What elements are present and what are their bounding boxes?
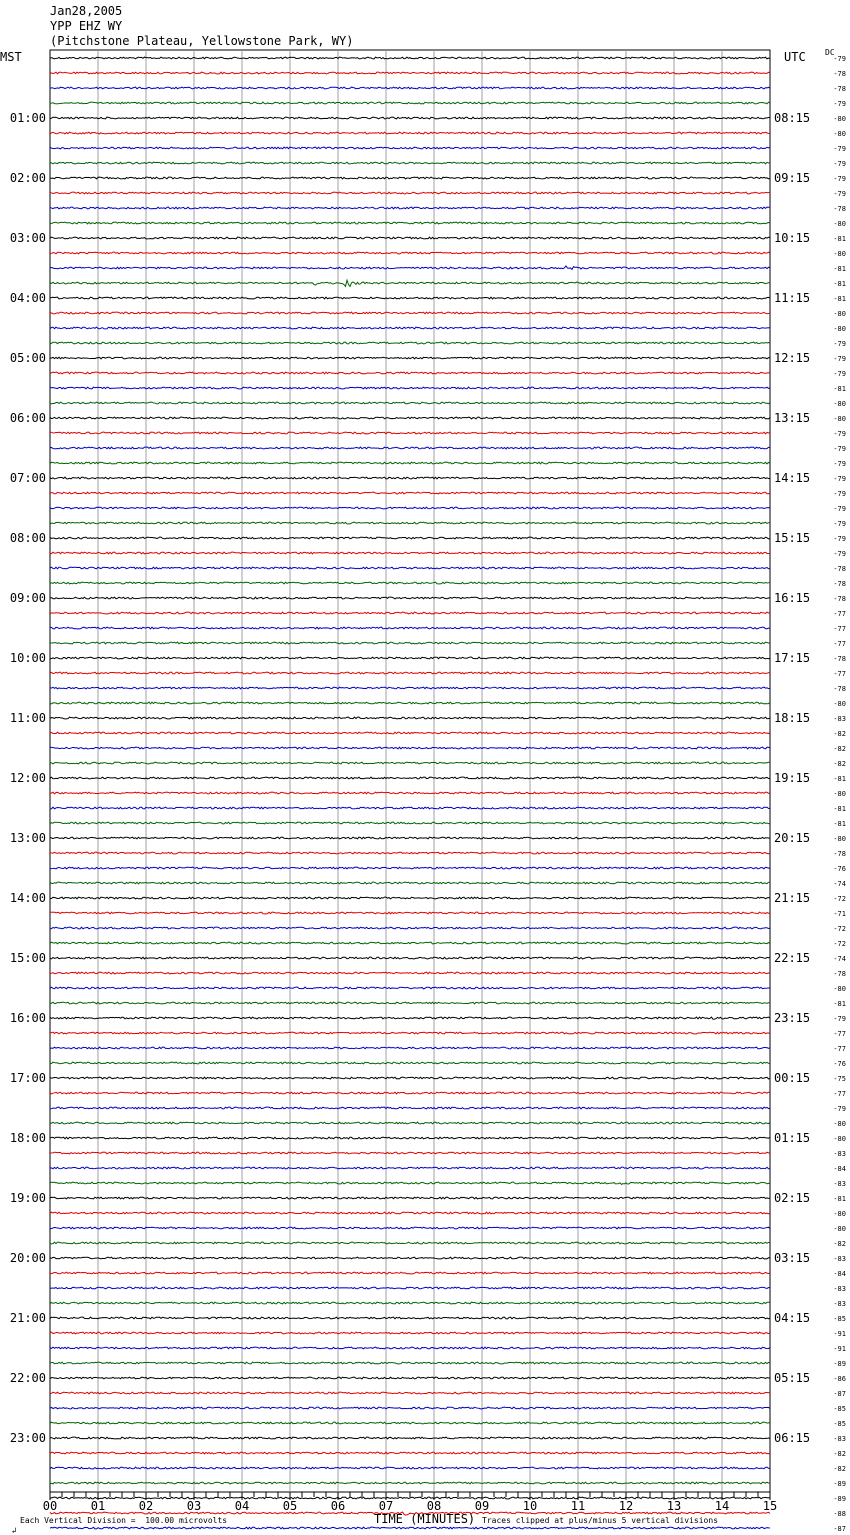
trace-line (50, 312, 770, 314)
dc-label: DC (825, 48, 835, 57)
x-tick-label: 05 (282, 1499, 298, 1513)
dc-offset-label: -79 (833, 145, 846, 153)
dc-offset-label: -77 (833, 1090, 846, 1098)
trace-line (50, 1062, 770, 1064)
dc-offset-label: -79 (833, 520, 846, 528)
dc-offset-label: -80 (833, 1120, 846, 1128)
trace-line (50, 702, 770, 704)
trace-line (50, 747, 770, 749)
dc-offset-label: -76 (833, 1060, 846, 1068)
x-tick-label: 12 (618, 1499, 634, 1513)
trace-line (50, 1032, 770, 1034)
dc-offset-label: -84 (833, 1270, 846, 1278)
trace-line (50, 1452, 770, 1454)
dc-offset-label: -75 (833, 1075, 846, 1083)
dc-offset-label: -80 (833, 700, 846, 708)
dc-offset-label: -79 (833, 460, 846, 468)
trace-line (50, 777, 770, 779)
dc-offset-label: -80 (833, 835, 846, 843)
dc-offset-label: -82 (833, 730, 846, 738)
dc-offset-label: -80 (833, 415, 846, 423)
dc-offset-label: -76 (833, 865, 846, 873)
trace-line (50, 1107, 770, 1109)
scale-note: Each Vertical Division = 100.00 microvolts (20, 1516, 228, 1525)
x-tick-label: 09 (474, 1499, 490, 1513)
x-tick-label: 00 (42, 1499, 58, 1513)
trace-line (50, 717, 770, 719)
trace-line (50, 1152, 770, 1154)
x-tick-label: 01 (90, 1499, 106, 1513)
trace-line (50, 1017, 770, 1019)
dc-offset-label: -74 (833, 880, 846, 888)
dc-offset-label: -83 (833, 1435, 846, 1443)
dc-offset-label: -86 (833, 1375, 846, 1383)
trace-line (50, 1392, 770, 1394)
dc-offset-label: -83 (833, 1255, 846, 1263)
utc-hour-label: 06:15 (774, 1431, 811, 1445)
utc-hour-label: 15:15 (774, 531, 811, 545)
mst-hour-label: 09:00 (9, 591, 46, 605)
dc-offset-label: -82 (833, 1450, 846, 1458)
trace-line (50, 627, 770, 629)
trace-line (50, 102, 770, 104)
trace-line (50, 567, 770, 569)
dc-offset-label: -72 (833, 940, 846, 948)
trace-line (50, 672, 770, 674)
dc-offset-label: -81 (833, 1000, 846, 1008)
dc-offset-label: -81 (833, 265, 846, 273)
dc-offset-label: -79 (833, 430, 846, 438)
dc-offset-label: -83 (833, 715, 846, 723)
mst-hour-label: 15:00 (9, 951, 46, 965)
utc-hour-label: 20:15 (774, 831, 811, 845)
plot-frame (50, 50, 770, 1492)
utc-hour-label: 19:15 (774, 771, 811, 785)
dc-offset-label: -80 (833, 115, 846, 123)
utc-hour-label: 04:15 (774, 1311, 811, 1325)
trace-line (50, 1437, 770, 1439)
trace-line (50, 72, 770, 74)
mst-hour-label: 23:00 (9, 1431, 46, 1445)
dc-offset-label: -85 (833, 1420, 846, 1428)
utc-hour-label: 05:15 (774, 1371, 811, 1385)
trace-line (50, 507, 770, 509)
dc-offset-label: -79 (833, 160, 846, 168)
dc-offset-label: -79 (833, 1015, 846, 1023)
x-tick-label: 11 (570, 1499, 586, 1513)
trace-line (50, 132, 770, 134)
dc-offset-label: -80 (833, 250, 846, 258)
mst-hour-label: 01:00 (9, 111, 46, 125)
x-tick-label: 14 (714, 1499, 730, 1513)
clip-note: Traces clipped at plus/minus 5 vertical divisions (482, 1516, 719, 1525)
trace-line (50, 807, 770, 809)
footer-marker (2, 1517, 16, 1535)
dc-offset-label: -81 (833, 280, 846, 288)
mst-hour-label: 06:00 (9, 411, 46, 425)
trace-line (50, 447, 770, 449)
trace-line (50, 177, 770, 179)
trace-line (50, 1347, 770, 1349)
trace-line (50, 1212, 770, 1214)
trace-line (50, 1122, 770, 1124)
dc-offset-label: -85 (833, 1405, 846, 1413)
trace-line (50, 1182, 770, 1184)
dc-offset-label: -79 (833, 445, 846, 453)
trace-line (50, 1497, 770, 1499)
dc-offset-label: -89 (833, 1360, 846, 1368)
dc-offset-label: -82 (833, 1465, 846, 1473)
trace-line (50, 1302, 770, 1304)
trace-line (50, 387, 770, 389)
utc-hour-label: 03:15 (774, 1251, 811, 1265)
dc-offset-label: -83 (833, 1300, 846, 1308)
utc-hour-label: 09:15 (774, 171, 811, 185)
trace-line (50, 822, 770, 824)
dc-offset-label: -74 (833, 955, 846, 963)
trace-line (50, 462, 770, 464)
dc-offset-label: -81 (833, 235, 846, 243)
dc-offset-label: -79 (833, 355, 846, 363)
trace-line (50, 266, 770, 269)
utc-hour-label: 13:15 (774, 411, 811, 425)
mst-hour-label: 08:00 (9, 531, 46, 545)
dc-offset-label: -78 (833, 595, 846, 603)
trace-line (50, 237, 770, 239)
utc-hour-label: 14:15 (774, 471, 811, 485)
trace-line (50, 222, 770, 224)
trace-line (50, 1242, 770, 1244)
trace-line (50, 552, 770, 554)
dc-offset-label: -77 (833, 640, 846, 648)
mst-hour-label: 05:00 (9, 351, 46, 365)
trace-line (50, 972, 770, 974)
trace-line (50, 522, 770, 524)
dc-offset-label: -80 (833, 310, 846, 318)
dc-offset-label: -82 (833, 760, 846, 768)
trace-line (50, 1407, 770, 1409)
x-tick-label: 08 (426, 1499, 442, 1513)
x-tick-label: 15 (762, 1499, 778, 1513)
utc-hour-label: 22:15 (774, 951, 811, 965)
trace-line (50, 612, 770, 614)
trace-line (50, 477, 770, 479)
dc-offset-label: -81 (833, 805, 846, 813)
trace-line (50, 1257, 770, 1259)
trace-line (50, 762, 770, 764)
dc-offset-label: -81 (833, 1195, 846, 1203)
dc-offset-label: -79 (833, 55, 846, 63)
header-date: Jan28,2005 (50, 4, 123, 18)
mst-hour-label: 14:00 (9, 891, 46, 905)
utc-hour-label: 08:15 (774, 111, 811, 125)
x-tick-label: 02 (138, 1499, 154, 1513)
x-tick-label: 06 (330, 1499, 346, 1513)
dc-offset-label: -80 (833, 130, 846, 138)
dc-offset-label: -72 (833, 895, 846, 903)
trace-line (50, 1002, 770, 1004)
dc-offset-label: -78 (833, 970, 846, 978)
dc-offset-label: -81 (833, 385, 846, 393)
trace-line (50, 1527, 770, 1529)
dc-offset-label: -85 (833, 1315, 846, 1323)
utc-hour-label: 11:15 (774, 291, 811, 305)
trace-line (50, 1482, 770, 1484)
utc-hour-label: 18:15 (774, 711, 811, 725)
mst-hour-label: 02:00 (9, 171, 46, 185)
utc-hour-label: 17:15 (774, 651, 811, 665)
x-tick-label: 13 (666, 1499, 682, 1513)
dc-offset-label: -71 (833, 910, 846, 918)
dc-offset-label: -81 (833, 820, 846, 828)
mst-hour-label: 12:00 (9, 771, 46, 785)
mst-hour-label: 21:00 (9, 1311, 46, 1325)
dc-offset-label: -79 (833, 535, 846, 543)
trace-line (50, 252, 770, 254)
trace-line (50, 342, 770, 344)
x-axis-label: TIME (MINUTES) (374, 1512, 476, 1526)
trace-line (50, 957, 770, 959)
utc-axis-title: UTC (784, 50, 806, 64)
x-tick-label: 04 (234, 1499, 250, 1513)
dc-offset-label: -89 (833, 1480, 846, 1488)
dc-offset-label: -80 (833, 220, 846, 228)
trace-line (50, 852, 770, 854)
dc-offset-label: -79 (833, 100, 846, 108)
header-station: YPP EHZ WY (50, 19, 123, 33)
trace-line (50, 1047, 770, 1049)
trace-line (50, 1317, 770, 1319)
trace-line (50, 192, 770, 194)
dc-offset-label: -78 (833, 70, 846, 78)
dc-offset-label: -79 (833, 475, 846, 483)
trace-line (50, 1287, 770, 1289)
trace-line (50, 1332, 770, 1334)
mst-hour-label: 18:00 (9, 1131, 46, 1145)
mst-axis-title: MST (0, 50, 22, 64)
trace-line (50, 1467, 770, 1469)
trace-line (50, 927, 770, 929)
trace-line (50, 297, 770, 299)
dc-offset-label: -88 (833, 1510, 846, 1518)
trace-line (50, 1422, 770, 1424)
dc-offset-label: -87 (833, 1390, 846, 1398)
dc-offset-label: -81 (833, 295, 846, 303)
mst-hour-label: 17:00 (9, 1071, 46, 1085)
trace-line (50, 357, 770, 359)
trace-line (50, 87, 770, 89)
dc-offset-label: -89 (833, 1495, 846, 1503)
trace-line (50, 1077, 770, 1079)
dc-offset-label: -83 (833, 1285, 846, 1293)
mst-hour-label: 03:00 (9, 231, 46, 245)
dc-offset-label: -79 (833, 550, 846, 558)
trace-line (50, 162, 770, 164)
trace-line (50, 327, 770, 329)
trace-line (50, 417, 770, 419)
dc-offset-label: -79 (833, 505, 846, 513)
trace-line (50, 1362, 770, 1364)
dc-offset-label: -79 (833, 370, 846, 378)
dc-offset-label: -80 (833, 1210, 846, 1218)
trace-line (50, 882, 770, 884)
mst-hour-label: 11:00 (9, 711, 46, 725)
trace-line (50, 942, 770, 944)
dc-offset-label: -78 (833, 685, 846, 693)
dc-offset-label: -77 (833, 1030, 846, 1038)
mst-hour-label: 19:00 (9, 1191, 46, 1205)
dc-offset-label: -82 (833, 1240, 846, 1248)
dc-offset-label: -79 (833, 175, 846, 183)
dc-offset-label: -82 (833, 745, 846, 753)
dc-offset-label: -79 (833, 1105, 846, 1113)
dc-offset-label: -91 (833, 1330, 846, 1338)
dc-offset-label: -79 (833, 340, 846, 348)
utc-hour-label: 02:15 (774, 1191, 811, 1205)
trace-line (50, 897, 770, 899)
dc-offset-label: -78 (833, 85, 846, 93)
mst-hour-label: 22:00 (9, 1371, 46, 1385)
dc-offset-label: -79 (833, 490, 846, 498)
dc-offset-label: -83 (833, 1150, 846, 1158)
utc-hour-label: 23:15 (774, 1011, 811, 1025)
trace-line (50, 837, 770, 839)
x-tick-label: 03 (186, 1499, 202, 1513)
mst-hour-label: 04:00 (9, 291, 46, 305)
trace-line (50, 537, 770, 539)
dc-offset-label: -83 (833, 1180, 846, 1188)
mst-hour-label: 07:00 (9, 471, 46, 485)
dc-offset-label: -78 (833, 655, 846, 663)
trace-line (50, 1377, 770, 1379)
trace-line (50, 642, 770, 644)
trace-line (50, 1167, 770, 1169)
trace-line (50, 732, 770, 734)
trace-line (50, 657, 770, 659)
trace-line (50, 280, 770, 286)
header-location: (Pitchstone Plateau, Yellowstone Park, WY) (50, 34, 354, 48)
trace-line (50, 207, 770, 209)
trace-line (50, 687, 770, 689)
trace-line (50, 492, 770, 494)
trace-line (50, 147, 770, 149)
trace-line (50, 1197, 770, 1199)
dc-offset-label: -77 (833, 625, 846, 633)
mst-hour-label: 20:00 (9, 1251, 46, 1265)
dc-offset-label: -80 (833, 400, 846, 408)
trace-line (50, 117, 770, 119)
trace-line (50, 57, 770, 59)
trace-line (50, 402, 770, 404)
utc-hour-label: 01:15 (774, 1131, 811, 1145)
trace-line (50, 867, 770, 869)
trace-line (50, 792, 770, 794)
trace-line (50, 1227, 770, 1229)
dc-offset-label: -72 (833, 925, 846, 933)
utc-hour-label: 16:15 (774, 591, 811, 605)
x-tick-label: 07 (378, 1499, 394, 1513)
footer-marker-glyph: ↲ (11, 1526, 17, 1535)
dc-offset-label: -81 (833, 775, 846, 783)
trace-line (50, 1092, 770, 1094)
dc-offset-label: -80 (833, 985, 846, 993)
dc-offset-label: -79 (833, 190, 846, 198)
trace-line (50, 372, 770, 374)
dc-offset-label: -80 (833, 325, 846, 333)
utc-hour-label: 12:15 (774, 351, 811, 365)
trace-line (50, 582, 770, 584)
trace-line (50, 987, 770, 989)
trace-line (50, 432, 770, 434)
dc-offset-label: -78 (833, 850, 846, 858)
dc-offset-label: -80 (833, 1135, 846, 1143)
mst-hour-label: 16:00 (9, 1011, 46, 1025)
dc-offset-label: -78 (833, 580, 846, 588)
trace-line (50, 1137, 770, 1139)
dc-offset-label: -77 (833, 1045, 846, 1053)
dc-offset-label: -87 (833, 1525, 846, 1533)
dc-offset-label: -78 (833, 205, 846, 213)
dc-offset-label: -78 (833, 565, 846, 573)
trace-line (50, 1272, 770, 1274)
dc-offset-label: -77 (833, 610, 846, 618)
dc-offset-label: -77 (833, 670, 846, 678)
dc-offset-label: -84 (833, 1165, 846, 1173)
utc-hour-label: 21:15 (774, 891, 811, 905)
mst-hour-label: 13:00 (9, 831, 46, 845)
trace-line (50, 597, 770, 599)
trace-line (50, 912, 770, 914)
x-tick-label: 10 (522, 1499, 538, 1513)
dc-offset-label: -91 (833, 1345, 846, 1353)
dc-offset-label: -80 (833, 790, 846, 798)
mst-hour-label: 10:00 (9, 651, 46, 665)
utc-hour-label: 00:15 (774, 1071, 811, 1085)
dc-offset-label: -80 (833, 1225, 846, 1233)
utc-hour-label: 10:15 (774, 231, 811, 245)
